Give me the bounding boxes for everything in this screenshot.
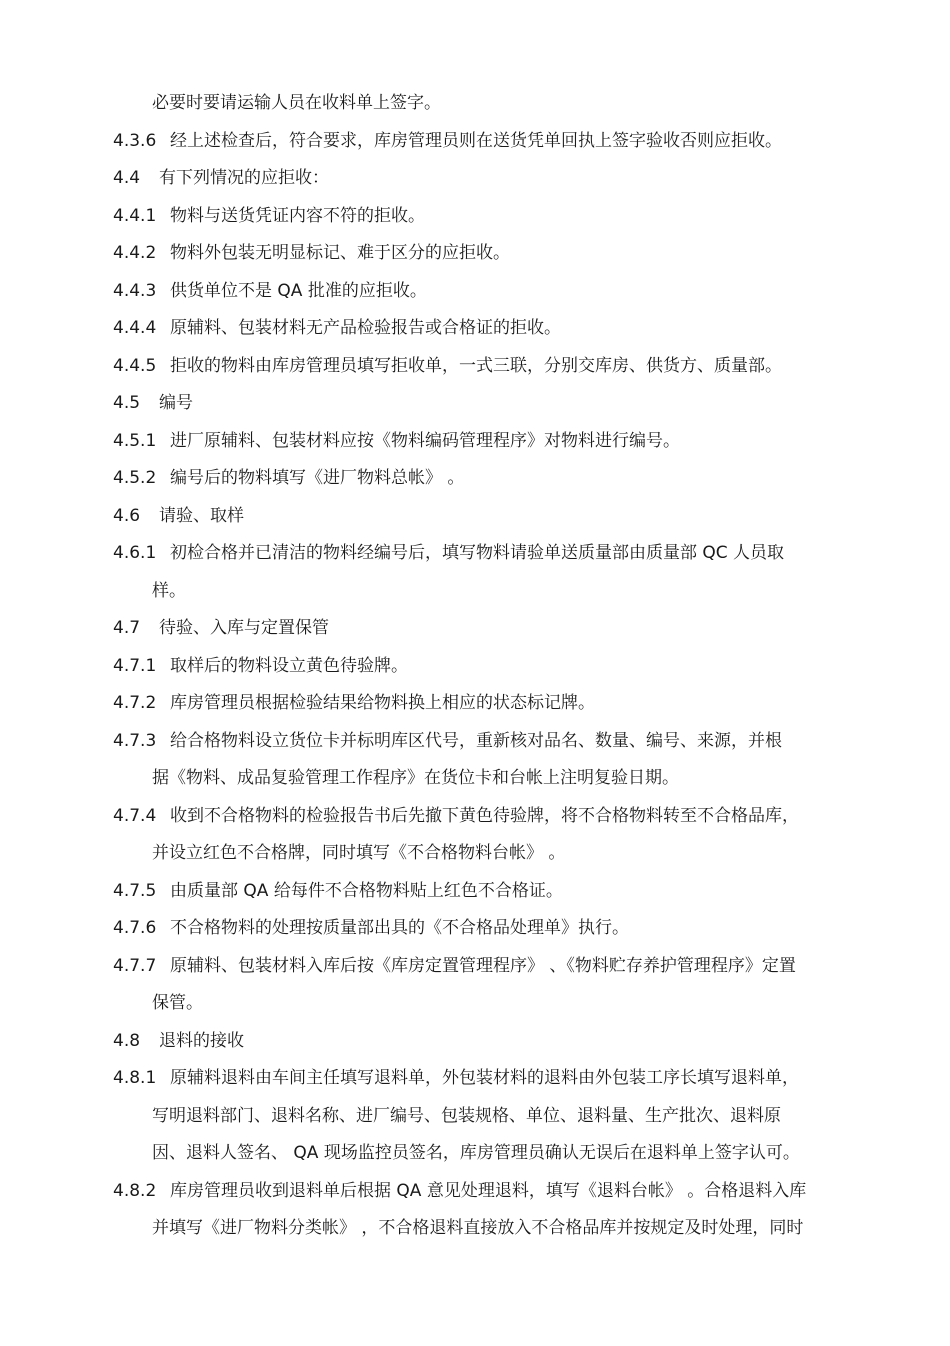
text-line (0, 988, 950, 1018)
clause-text: 给合格物料设立货位卡并标明库区代号，重新核对品名、数量、编号、来源，并根 (170, 731, 782, 751)
clause-text: 物料外包装无明显标记、难于区分的应拒收。 (170, 243, 510, 263)
text-line (0, 913, 950, 943)
clause-number: 4.4.2 (113, 243, 157, 263)
text-line (0, 1063, 950, 1093)
clause-number: 4.4.5 (113, 356, 157, 376)
clause-number: 4.6.1 (113, 543, 157, 563)
clause-number: 4.7.4 (113, 806, 157, 826)
clause-text: 原辅料、包装材料无产品检验报告或合格证的拒收。 (170, 318, 561, 338)
text-line (0, 351, 950, 381)
clause-number: 4.7 (113, 618, 141, 638)
clause-text: 编号后的物料填写《进厂物料总帐》 。 (170, 468, 465, 488)
clause-number: 4.7.7 (113, 956, 157, 976)
clause-number: 4.7.2 (113, 693, 157, 713)
text-line (0, 688, 950, 718)
text-line (0, 801, 950, 831)
continuation-text: 样。 (152, 581, 186, 601)
clause-number: 4.8.1 (113, 1068, 157, 1088)
text-line (0, 951, 950, 981)
continuation-text: 写明退料部门、退料名称、进厂编号、包装规格、单位、退料量、生产批次、退料原 (152, 1106, 781, 1126)
clause-number: 4.5.1 (113, 431, 157, 451)
clause-text: 初检合格并已清洁的物料经编号后，填写物料请验单送质量部由质量部 QC 人员取 (170, 543, 785, 563)
clause-text: 库房管理员根据检验结果给物料换上相应的状态标记牌。 (170, 693, 595, 713)
text-line (0, 276, 950, 306)
text-line (0, 126, 950, 156)
clause-text: 由质量部 QA 给每件不合格物料贴上红色不合格证。 (170, 881, 563, 901)
text-line (0, 1101, 950, 1131)
text-line (0, 726, 950, 756)
clause-number: 4.8.2 (113, 1181, 157, 1201)
clause-text: 编号 (159, 393, 193, 413)
continuation-text: 必要时要请运输人员在收料单上签字。 (152, 93, 441, 113)
clause-number: 4.6 (113, 506, 141, 526)
text-line (0, 651, 950, 681)
text-line (0, 876, 950, 906)
clause-number: 4.4.4 (113, 318, 157, 338)
text-line (0, 463, 950, 493)
continuation-text: 据《物料、成品复验管理工作程序》在货位卡和台帐上注明复验日期。 (152, 768, 679, 788)
continuation-text: 并设立红色不合格牌，同时填写《不合格物料台帐》 。 (152, 843, 566, 863)
clause-text: 不合格物料的处理按质量部出具的《不合格品处理单》执行。 (170, 918, 629, 938)
text-line (0, 88, 950, 118)
clause-text: 退料的接收 (159, 1031, 244, 1051)
clause-text: 物料与送货凭证内容不符的拒收。 (170, 206, 425, 226)
clause-number: 4.7.1 (113, 656, 157, 676)
clause-text: 进厂原辅料、包装材料应按《物料编码管理程序》对物料进行编号。 (170, 431, 680, 451)
continuation-text: 并填写《进厂物料分类帐》 ，不合格退料直接放入不合格品库并按规定及时处理，同时 (152, 1218, 804, 1238)
clause-text: 经上述检查后，符合要求，库房管理员则在送货凭单回执上签字验收否则应拒收。 (170, 131, 782, 151)
clause-text: 取样后的物料设立黄色待验牌。 (170, 656, 408, 676)
text-line (0, 763, 950, 793)
clause-text: 有下列情况的应拒收： (159, 168, 329, 188)
text-line (0, 426, 950, 456)
text-line (0, 501, 950, 531)
clause-text: 待验、入库与定置保管 (159, 618, 329, 638)
text-line (0, 238, 950, 268)
text-line (0, 388, 950, 418)
text-line (0, 313, 950, 343)
continuation-text: 保管。 (152, 993, 203, 1013)
clause-text: 收到不合格物料的检验报告书后先撤下黄色待验牌，将不合格物料转至不合格品库， (170, 806, 799, 826)
clause-text: 原辅料、包装材料入库后按《库房定置管理程序》 、《物料贮存养护管理程序》定置 (170, 956, 796, 976)
clause-number: 4.5 (113, 393, 141, 413)
clause-number: 4.4.3 (113, 281, 157, 301)
text-line (0, 838, 950, 868)
clause-number: 4.8 (113, 1031, 141, 1051)
clause-number: 4.4 (113, 168, 141, 188)
clause-number: 4.7.3 (113, 731, 157, 751)
continuation-text: 因、退料人签名、 QA 现场监控员签名，库房管理员确认无误后在退料单上签字认可。 (152, 1143, 800, 1163)
clause-number: 4.7.6 (113, 918, 157, 938)
text-line (0, 1138, 950, 1168)
clause-text: 请验、取样 (159, 506, 244, 526)
text-line (0, 538, 950, 568)
clause-text: 拒收的物料由库房管理员填写拒收单，一式三联，分别交库房、供货方、质量部。 (170, 356, 782, 376)
text-line (0, 201, 950, 231)
text-line (0, 1176, 950, 1206)
text-line (0, 163, 950, 193)
text-line (0, 613, 950, 643)
clause-text: 原辅料退料由车间主任填写退料单，外包装材料的退料由外包装工序长填写退料单， (170, 1068, 799, 1088)
text-line (0, 1026, 950, 1056)
text-line (0, 1213, 950, 1243)
clause-number: 4.7.5 (113, 881, 157, 901)
text-line (0, 576, 950, 606)
clause-number: 4.5.2 (113, 468, 157, 488)
clause-number: 4.3.6 (113, 131, 157, 151)
clause-number: 4.4.1 (113, 206, 157, 226)
clause-text: 库房管理员收到退料单后根据 QA 意见处理退料，填写《退料台帐》 。合格退料入库 (170, 1181, 807, 1201)
clause-text: 供货单位不是 QA 批准的应拒收。 (170, 281, 427, 301)
